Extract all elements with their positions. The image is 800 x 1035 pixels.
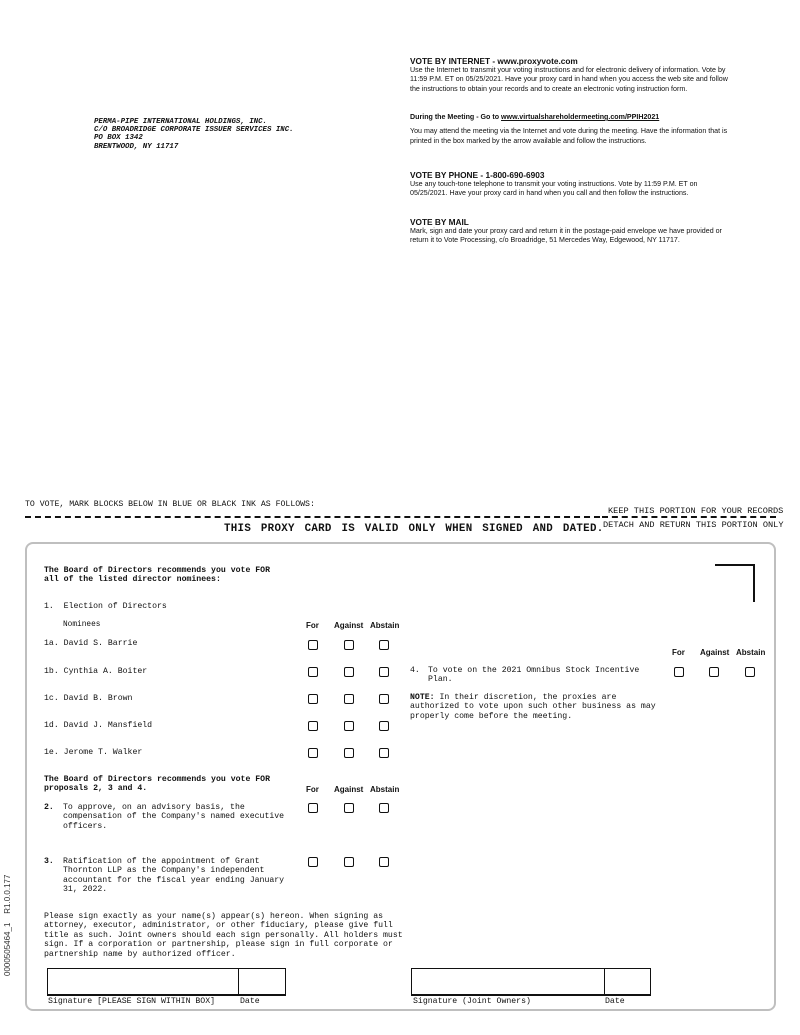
proposal-3-against-checkbox[interactable]: [344, 857, 354, 867]
col-abstain-3: Abstain: [736, 648, 766, 657]
proposal-4-for-checkbox[interactable]: [674, 667, 684, 677]
nominee-1d-for-checkbox[interactable]: [308, 721, 318, 731]
proposal-2-text: To approve, on an advisory basis, the compensation of the Company's named executive officers.: [63, 803, 285, 831]
proposal-3-number: 3.: [44, 857, 54, 866]
vote-internet-section: [410, 56, 730, 94]
proposal-4-text: To vote on the 2021 Omnibus Stock Incentive Plan.: [428, 666, 640, 685]
col-against-2: Against: [334, 785, 364, 794]
scan-corner-mark: [715, 564, 755, 602]
signing-instructions: Please sign exactly as your name(s) appear(s) hereon. When signing as attorney, executor, administrator, or other fiduciary, please give full title as such. Joint owners should each sign personally. All holders must sign. If a corporation or partnership, please sign in full corporate or partnership name by authorized officer.: [44, 912, 403, 959]
address-line-2: C/O BROADRIDGE CORPORATE ISSUER SERVICES INC.: [94, 126, 294, 135]
nominee-1c-against-checkbox[interactable]: [344, 694, 354, 704]
nominee-1e-for-checkbox[interactable]: [308, 748, 318, 758]
meeting-prefix: During the Meeting - Go to: [410, 113, 502, 121]
proposal-4-abstain-checkbox[interactable]: [745, 667, 755, 677]
meeting-url-link[interactable]: www.virtualshareholdermeeting.com/PPIH2021: [501, 113, 660, 121]
signature-date-box[interactable]: [238, 968, 286, 996]
vote-mail-section: [410, 217, 730, 246]
board-recommendation-2: The Board of Directors recommends you vote FOR proposals 2, 3 and 4.: [44, 775, 271, 794]
proposal-2-abstain-checkbox[interactable]: [379, 803, 389, 813]
joint-signature-label: Signature (Joint Owners): [413, 997, 531, 1006]
mailing-address: [94, 118, 294, 151]
vote-mail-title: VOTE BY MAIL: [410, 217, 469, 227]
joint-signature-box[interactable]: [411, 968, 605, 996]
note-block: [410, 693, 656, 721]
board-recommendation-1: The Board of Directors recommends you vote FOR all of the listed director nominees:: [44, 566, 271, 585]
vote-phone-title: VOTE BY PHONE - 1-800-690-6903: [410, 170, 545, 180]
nominee-1a-for-checkbox[interactable]: [308, 640, 318, 650]
meeting-section: [410, 113, 730, 146]
col-abstain: Abstain: [370, 621, 400, 630]
col-for-2: For: [306, 785, 319, 794]
col-against-3: Against: [700, 648, 730, 657]
nominee-1b-for-checkbox[interactable]: [308, 667, 318, 677]
note-text: In their discretion, the proxies are authorized to vote upon such other business as may properly come before the meeting.: [410, 693, 656, 721]
perforation-line: [25, 516, 600, 518]
nominee-1d-abstain-checkbox[interactable]: [379, 721, 389, 731]
address-line-4: BRENTWOOD, NY 11717: [94, 142, 179, 151]
address-line-3: PO BOX 1342: [94, 134, 143, 143]
nominee-1a-abstain-checkbox[interactable]: [379, 640, 389, 650]
side-control-code: 0000505464_1 R1.0.0.177: [3, 874, 12, 976]
signature-box[interactable]: [47, 968, 239, 996]
vote-phone-section: [410, 170, 730, 199]
nominee-1c-abstain-checkbox[interactable]: [379, 694, 389, 704]
nominee-1e-abstain-checkbox[interactable]: [379, 748, 389, 758]
nominee-row: 1e. Jerome T. Walker: [44, 748, 143, 757]
proposal-2-for-checkbox[interactable]: [308, 803, 318, 813]
vote-phone-text: Use any touch-tone telephone to transmit your voting instructions. Vote by 11:59 P.M. ET on 05/25/2021. Have your proxy card in hand when you call and then follow the instructions.: [410, 180, 698, 198]
nominee-1b-abstain-checkbox[interactable]: [379, 667, 389, 677]
nominee-1e-against-checkbox[interactable]: [344, 748, 354, 758]
vote-mail-text: Mark, sign and date your proxy card and return it in the postage-paid envelope we have provided or return it to Vote Processing, c/o Broadridge, 51 Mercedes Way, Edgewood, NY 11717.: [410, 227, 722, 245]
proposal-3-text: Ratification of the appointment of Grant Thornton LLP as the Company's independent accountant for the fiscal year ending January 31, 2022.: [63, 857, 285, 895]
joint-date-box[interactable]: [604, 968, 651, 996]
proposal-3-for-checkbox[interactable]: [308, 857, 318, 867]
nominee-row: 1a. David S. Barrie: [44, 639, 138, 648]
signature-label: Signature [PLEASE SIGN WITHIN BOX]: [48, 997, 216, 1006]
perforation-line-right: [602, 516, 776, 518]
proposal-4-against-checkbox[interactable]: [709, 667, 719, 677]
nominee-1c-for-checkbox[interactable]: [308, 694, 318, 704]
nominee-row: 1b. Cynthia A. Boiter: [44, 667, 148, 676]
joint-date-label: Date: [605, 997, 625, 1006]
note-label: NOTE:: [410, 693, 435, 702]
keep-portion-label: KEEP THIS PORTION FOR YOUR RECORDS: [608, 506, 784, 516]
mark-instruction: TO VOTE, MARK BLOCKS BELOW IN BLUE OR BLACK INK AS FOLLOWS:: [25, 500, 315, 509]
col-for-3: For: [672, 648, 685, 657]
proposal-3-abstain-checkbox[interactable]: [379, 857, 389, 867]
nominees-label: Nominees: [63, 621, 101, 629]
proposal-2-against-checkbox[interactable]: [344, 803, 354, 813]
proposal-2-number: 2.: [44, 803, 54, 812]
meeting-line: [410, 113, 730, 122]
col-abstain-2: Abstain: [370, 785, 400, 794]
vote-internet-text: Use the Internet to transmit your voting instructions and for electronic delivery of information. Vote by 11:59 P.M. ET on 05/25/2021. Have your proxy card in hand when you access the web site and follow the instructions to obtain your records and to create an electronic voting instruction form.: [410, 66, 728, 93]
detach-portion-label: DETACH AND RETURN THIS PORTION ONLY: [603, 520, 784, 530]
address-line-1: PERMA-PIPE INTERNATIONAL HOLDINGS, INC.: [94, 118, 267, 126]
vote-internet-title: VOTE BY INTERNET - www.proxyvote.com: [410, 56, 578, 66]
nominee-1d-against-checkbox[interactable]: [344, 721, 354, 731]
nominee-row: 1d. David J. Mansfield: [44, 721, 153, 730]
nominee-1a-against-checkbox[interactable]: [344, 640, 354, 650]
meeting-text: You may attend the meeting via the Internet and vote during the meeting. Have the information that is printed in the box marked by the arrow available and follow the instructions.: [410, 127, 728, 145]
nominee-row: 1c. David B. Brown: [44, 694, 133, 703]
valid-notice: THIS PROXY CARD IS VALID ONLY WHEN SIGNED AND DATED.: [224, 523, 604, 535]
date-label: Date: [240, 997, 260, 1006]
item-1-title: 1. Election of Directors: [44, 602, 167, 611]
nominee-1b-against-checkbox[interactable]: [344, 667, 354, 677]
col-for: For: [306, 621, 319, 630]
col-against: Against: [334, 621, 364, 630]
proposal-4-number: 4.: [410, 666, 420, 675]
